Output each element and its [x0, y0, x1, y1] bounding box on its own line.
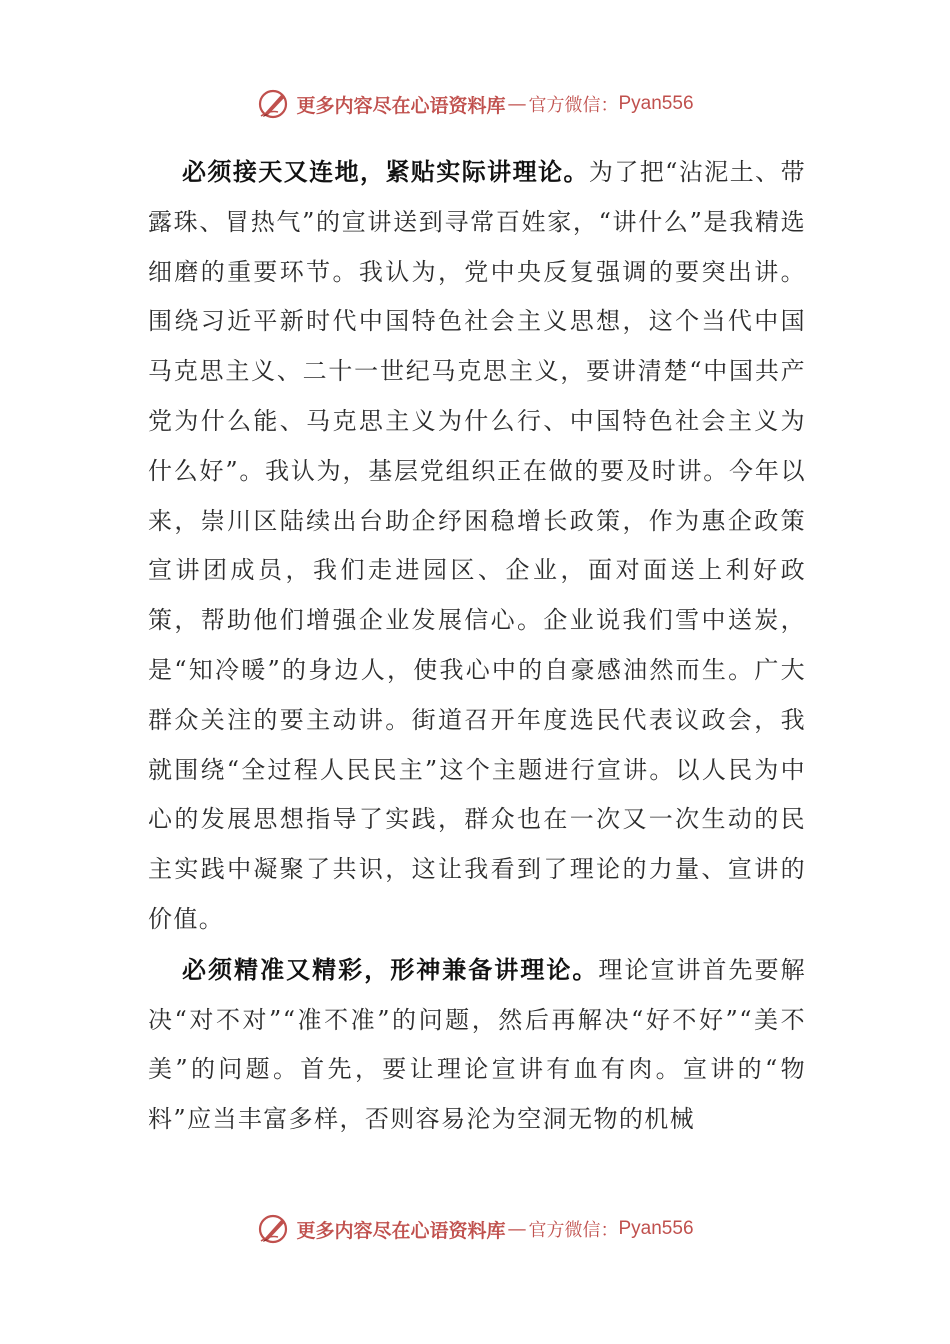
- footer-banner: [0, 1209, 950, 1249]
- footer-wechat-id: Pyan556: [618, 1218, 694, 1239]
- header-wechat-label: 官方微信：: [528, 95, 619, 116]
- pen-logo-icon: [256, 86, 292, 122]
- footer-wechat-label: 官方微信：: [528, 1220, 619, 1241]
- pen-logo-icon: [256, 1211, 292, 1247]
- paragraph-2: [148, 945, 806, 1145]
- paragraph-2-heading: 必须精准又精彩，形神兼备讲理论。: [182, 954, 599, 984]
- header-banner: [0, 84, 950, 124]
- header-separator: —: [507, 93, 527, 115]
- document-body: [148, 147, 806, 1145]
- paragraph-1-heading: 必须接天又连地，紧贴实际讲理论。: [182, 157, 589, 186]
- paragraph-1-text: 为了把“沾泥土、带露珠、冒热气”的宣讲送到寻常百姓家，“讲什么”是我精选细磨的重要环节。我认为，党中央反复强调的要突出讲。围绕习近平新时代中国特色社会主义思想，这个当代中国马克思主义、二十一世纪马克思主义，要讲清楚“中国共产党为什么能、马克思主义为什么行、中国特色社会主义为什么好”。我认为，基层党组织正在做的要及时讲。今年以来，崇川区陆续出台助企纾困稳增长政策，作为惠企政策宣讲团成员，我们走进园区、企业，面对面送上利好政策，帮助他们增强企业发展信心。企业说我们雪中送炭，是“知冷暖”的身边人，使我心中的自豪感油然而生。广大群众关注的要主动讲。街道召开年度选民代表议政会，我就围绕“全过程人民民主”这个主题进行宣讲。以人民为中心的发展思想指导了实践，群众也在一次又一次生动的民主实践中凝聚了共识，这让我看到了理论的力量、宣讲的价值。: [148, 158, 806, 933]
- footer-library-text: 更多内容尽在心语资料库: [296, 1219, 506, 1242]
- paragraph-2-text: 理论宣讲首先要解决“对不对”“准不准”的问题，然后再解决“好不好”“美不美”的问题。首先，要让理论宣讲有血有肉。宣讲的“物料”应当丰富多样，否则容易沦为空洞无物的机械: [148, 955, 807, 1134]
- header-library-text: 更多内容尽在心语资料库: [296, 94, 506, 117]
- footer-separator: —: [507, 1218, 527, 1240]
- paragraph-1: [148, 147, 806, 945]
- header-wechat-id: Pyan556: [618, 93, 694, 114]
